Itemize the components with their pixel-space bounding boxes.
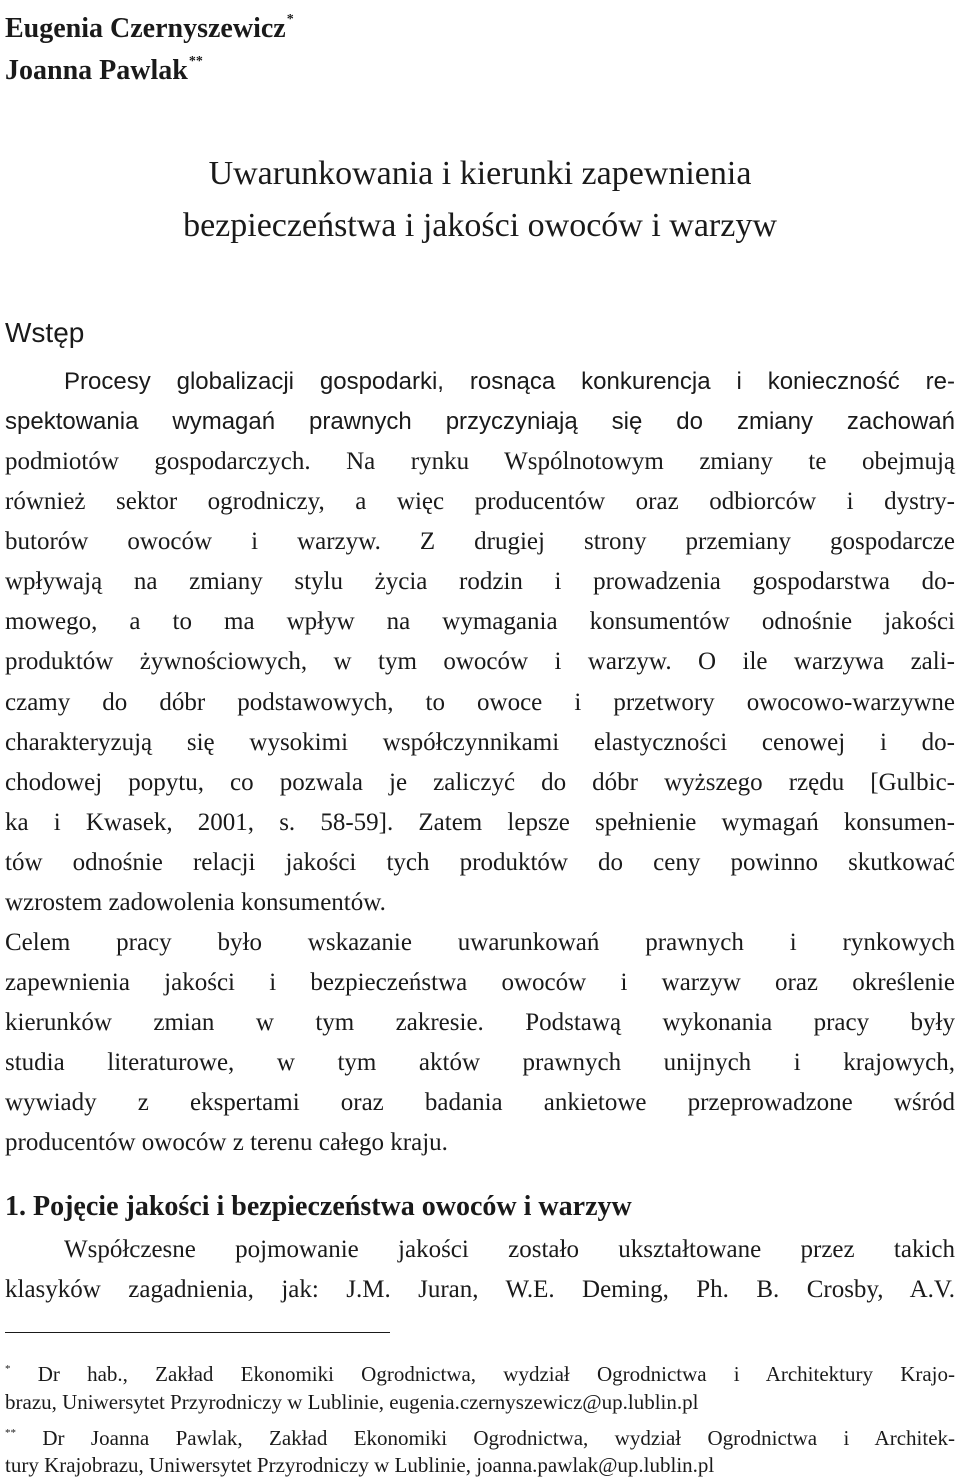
footnote-text: Dr Joanna Pawlak, Zakład Ekonomiki Ogrodnictwa, wydział Ogrodnictwa i Architek- <box>42 1426 956 1450</box>
article-title-line-1: Uwarunkowania i kierunki zapewnienia <box>208 155 752 192</box>
paragraph-line: podmiotów gospodarczych. Na rynku Wspólnotowym zmiany te obejmują <box>5 448 955 475</box>
paragraph-line: wzrostem zadowolenia konsumentów. <box>5 889 386 916</box>
paragraph-line: Celem pracy było wskazanie uwarunkowań prawnych i rynkowych <box>5 929 955 956</box>
footnote-2-line-2: tury Krajobrazu, Uniwersytet Przyrodniczy w Lublinie, joanna.pawlak@up.lublin.pl <box>5 1453 715 1477</box>
footnote-mark: * <box>286 12 294 27</box>
paragraph-line: kierunków zmian w tym zakresie. Podstawą wykonania pracy były <box>5 1009 955 1036</box>
paragraph-line: wywiady z ekspertami oraz badania ankietowe przeprowadzone wśród <box>5 1089 955 1116</box>
footnote-separator <box>5 1332 390 1333</box>
article-title-line-2: bezpieczeństwa i jakości owoców i warzyw <box>183 207 777 244</box>
footnote-2-line-1 <box>5 1420 955 1451</box>
paragraph-line: również sektor ogrodniczy, a więc producentów oraz odbiorców i dystry- <box>5 488 955 515</box>
paragraph-line: butorów owoców i warzyw. Z drugiej strony przemiany gospodarcze <box>5 528 955 555</box>
footnote-mark: ** <box>5 1427 16 1439</box>
paragraph-line: wpływają na zmiany stylu życia rodzin i prowadzenia gospodarstwa do- <box>5 568 955 595</box>
author-1 <box>5 3 294 46</box>
paragraph-line: charakteryzują się wysokimi współczynnikami elastyczności cenowej i do- <box>5 729 955 756</box>
paragraph-line: czamy do dóbr podstawowych, to owoce i przetwory owocowo-warzywne <box>5 689 955 716</box>
author-2 <box>5 45 203 88</box>
paragraph-line: produktów żywnościowych, w tym owoców i warzyw. O ile warzywa zali- <box>5 648 955 675</box>
footnote-1-line-2: brazu, Uniwersytet Przyrodniczy w Lublinie, eugenia.czernyszewicz@up.lublin.pl <box>5 1390 699 1414</box>
paragraph-line: tów odnośnie relacji jakości tych produktów do ceny powinno skutkować <box>5 849 955 876</box>
paragraph-line: ka i Kwasek, 2001, s. 58-59]. Zatem lepsze spełnienie wymagań konsumen- <box>5 809 955 836</box>
paragraph-line: mowego, a to ma wpływ na wymagania konsumentów odnośnie jakości <box>5 608 955 635</box>
paragraph-line: studia literaturowe, w tym aktów prawnych unijnych i krajowych, <box>5 1049 955 1076</box>
paragraph-line: zapewnienia jakości i bezpieczeństwa owoców i warzyw oraz określenie <box>5 969 955 996</box>
paragraph-line: spektowania wymagań prawnych przyczyniają się do zmiany zachowań <box>5 408 955 435</box>
paragraph-line: Współczesne pojmowanie jakości zostało ukształtowane przez takich <box>64 1236 955 1263</box>
footnote-1-line-1 <box>5 1356 955 1387</box>
author-name: Eugenia Czernyszewicz <box>5 13 286 44</box>
footnote-text: Dr hab., Zakład Ekonomiki Ogrodnictwa, wydział Ogrodnictwa i Architektury Krajo- <box>37 1362 956 1386</box>
section-heading-intro: Wstęp <box>5 317 85 348</box>
paragraph-line: Procesy globalizacji gospodarki, rosnąca konkurencja i konieczność re- <box>64 368 955 395</box>
author-name: Joanna Pawlak <box>5 55 188 86</box>
paragraph-line: producentów owoców z terenu całego kraju. <box>5 1129 448 1156</box>
paragraph-line: klasyków zagadnienia, jak: J.M. Juran, W.E. Deming, Ph. B. Crosby, A.V. <box>5 1276 955 1303</box>
footnote-mark: * <box>5 1363 11 1375</box>
paragraph-line: chodowej popytu, co pozwala je zaliczyć do dóbr wyższego rzędu [Gulbic- <box>5 769 955 796</box>
section-heading-1: 1. Pojęcie jakości i bezpieczeństwa owoców i warzyw <box>5 1191 632 1222</box>
footnote-mark: ** <box>188 54 203 69</box>
